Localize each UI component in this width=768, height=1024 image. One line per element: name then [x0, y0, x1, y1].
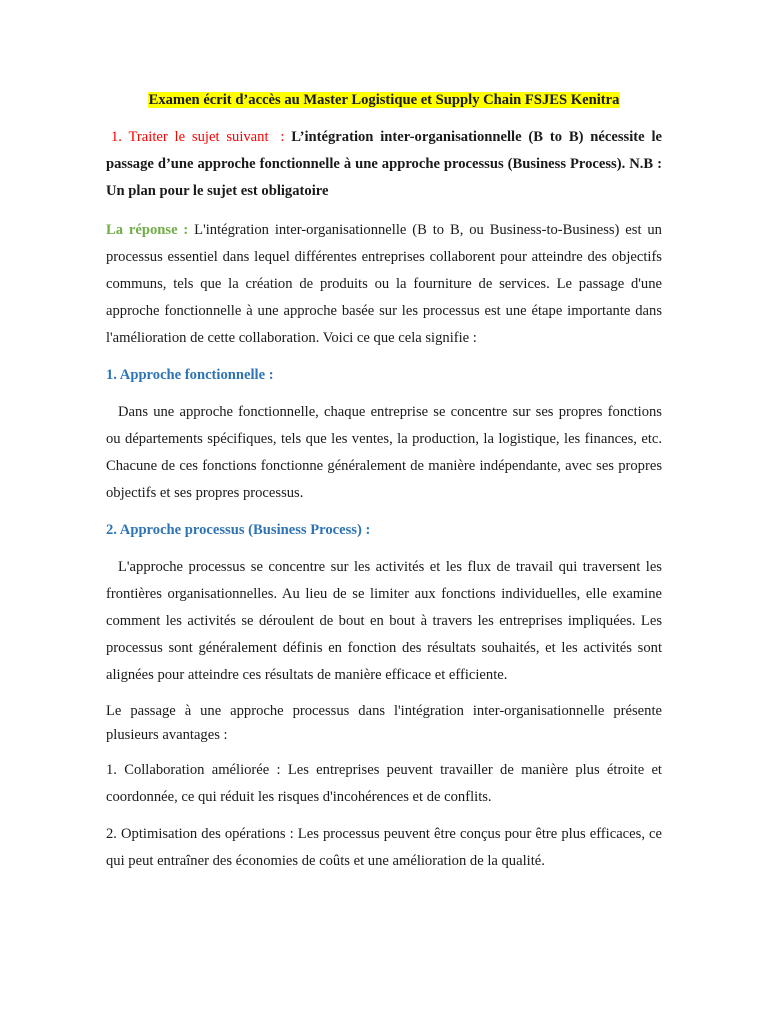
question-text: L’intégration inter-organisationnelle (B to B) nécessite le passage d’une approche fonctionnelle à une approche processus (Business Process). N.B : Un plan pour le sujet est obligatoire: [106, 129, 662, 199]
advantage-item: 2. Optimisation des opérations : Les processus peuvent être conçus pour être plus efficaces, ce qui peut entraîner des économies de coûts et une amélioration de la qualité.: [106, 826, 662, 869]
section-text-functional: Dans une approche fonctionnelle, chaque entreprise se concentre sur ses propres fonctions ou départements spécifiques, tels que les ventes, la production, la logistique, les finances, etc. Chacune de ces fonctions fonctionne généralement de manière indépendante, avec ses propres objectifs et ses propres processus.: [106, 404, 662, 501]
question-label: 1. Traiter le sujet suivant: [111, 129, 269, 145]
section-heading-process: 2. Approche processus (Business Process) :: [106, 522, 371, 538]
title-block: [106, 89, 662, 111]
answer-text: L'intégration inter-organisationnelle (B to B, ou Business-to-Business) est un processus essentiel dans lequel différentes entreprises collaborent pour atteindre des objectifs communs, tels que la création de produits ou la fourniture de services. Le passage d'une approche fonctionnelle à une approche basée sur les processus est une étape importante dans l'amélioration de cette collaboration. Voici ce que cela signifie :: [106, 222, 662, 346]
advantage-item: 1. Collaboration améliorée : Les entreprises peuvent travailler de manière plus étroite et coordonnée, ce qui réduit les risques d'incohérences et de conflits.: [106, 762, 662, 805]
section-text-process: L'approche processus se concentre sur les activités et les flux de travail qui traversent les frontières organisationnelles. Au lieu de se limiter aux fonctions individuelles, elle examine comment les activités se déroulent de bout en bout à travers les entreprises impliquées. Les processus sont généralement définis en fonction des résultats souhaités, et les activités sont alignées pour atteindre ces résultats de manière efficace et efficiente.: [106, 559, 662, 683]
answer-paragraph: [106, 217, 662, 352]
document-title: Examen écrit d’accès au Master Logistique et Supply Chain FSJES Kenitra: [148, 92, 620, 108]
section-heading-functional: 1. Approche fonctionnelle :: [106, 367, 274, 383]
question-paragraph: [106, 124, 662, 205]
question-separator: :: [273, 129, 292, 145]
answer-label: La réponse :: [106, 222, 189, 238]
transition-paragraph: Le passage à une approche processus dans l'intégration inter-organisationnelle présente plusieurs avantages :: [106, 703, 662, 743]
